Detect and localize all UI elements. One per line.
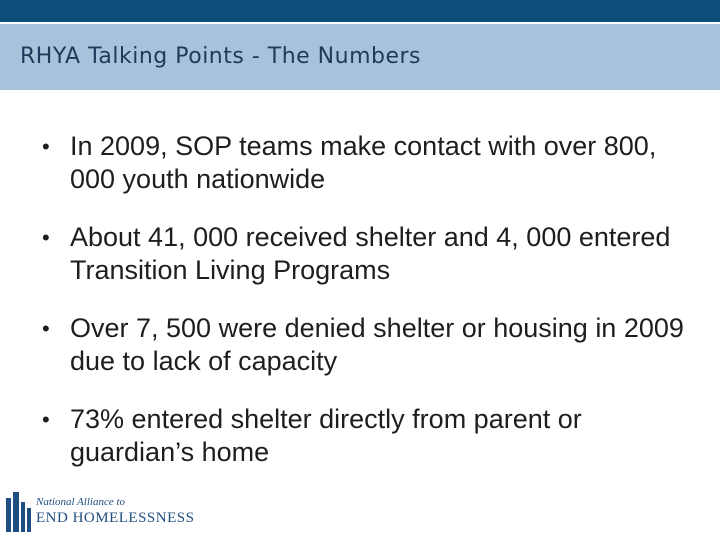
bullet-item [42,312,692,378]
top-bar [0,0,720,22]
logo-text-bottom: END HOMELESSNESS [36,510,195,526]
bullet-text: 73% entered shelter directly from parent or guardian’s home [70,404,582,467]
logo-text-top: National Alliance to [36,496,126,508]
bullet-text: In 2009, SOP teams make contact with over 800, 000 youth nationwide [70,131,657,194]
slide-title: RHYA Talking Points - The Numbers [20,44,422,69]
bullet-item [42,403,692,469]
bullet-item [42,221,692,287]
bullet-dot-icon: • [42,225,50,250]
bullet-text: Over 7, 500 were denied shelter or housing in 2009 due to lack of capacity [70,313,684,376]
bullet-text: About 41, 000 received shelter and 4, 000 entered Transition Living Programs [70,222,671,285]
bullet-dot-icon: • [42,134,50,159]
bullet-item [42,130,692,196]
bullet-list [42,130,692,494]
bullet-dot-icon: • [42,316,50,341]
bullet-dot-icon: • [42,407,50,432]
building-icon [6,492,32,532]
organization-logo [6,488,206,536]
